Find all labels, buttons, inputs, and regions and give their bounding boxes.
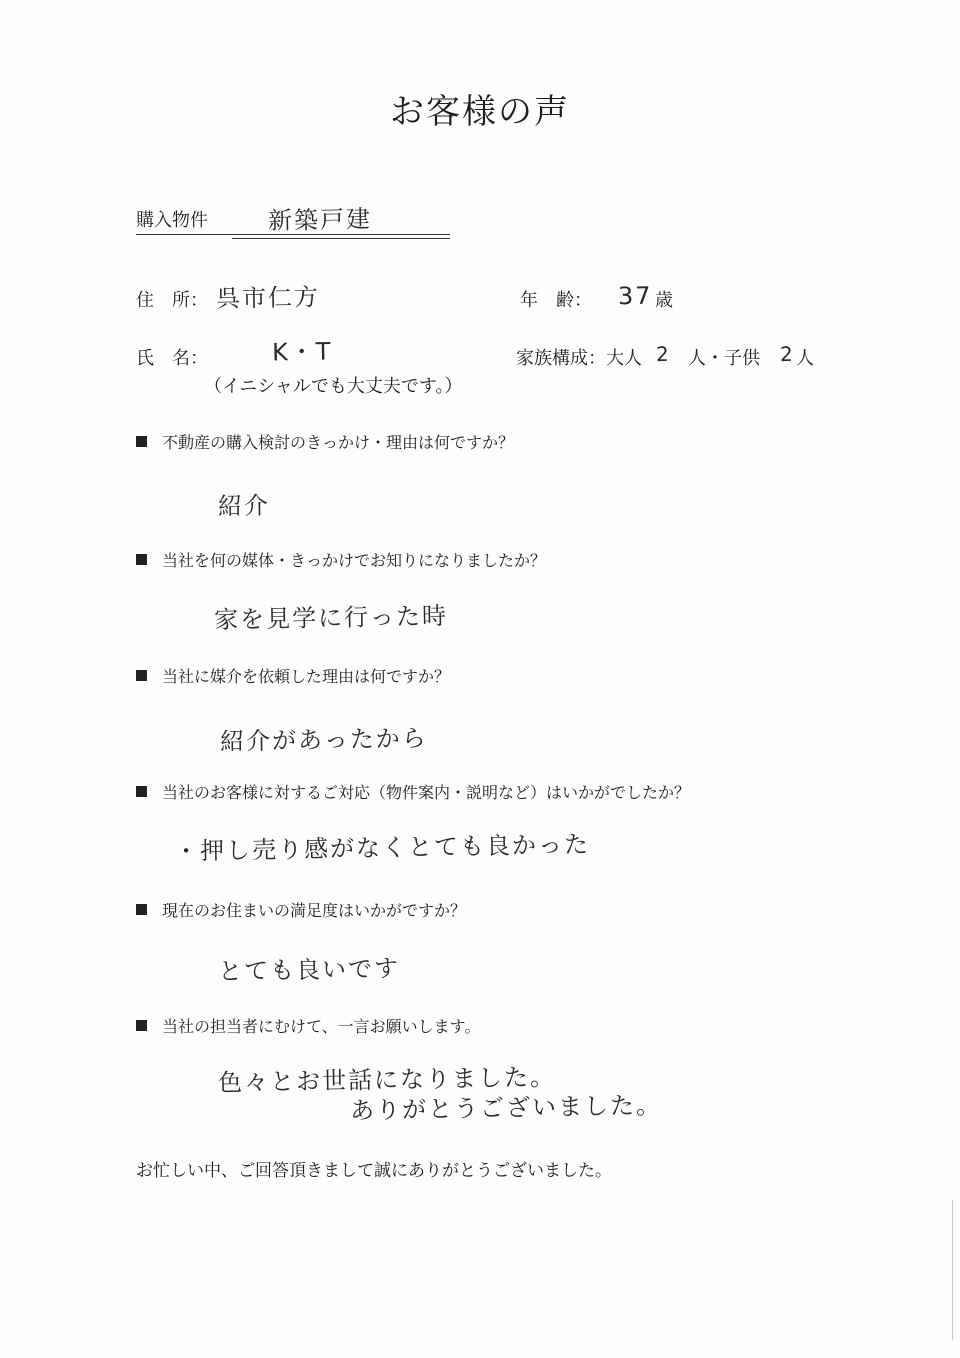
bullet-square-icon — [136, 554, 147, 565]
bullet-square-icon — [136, 1020, 147, 1031]
property-underline-2 — [232, 238, 450, 239]
name-note: （イニシャルでも大丈夫です。） — [204, 376, 463, 397]
question-text: 現在のお住まいの満足度はいかがですか？ — [162, 901, 467, 920]
answer-2: 家を見学に行った時 — [213, 601, 449, 635]
bullet-square-icon — [136, 670, 147, 681]
question-1 — [136, 430, 514, 453]
property-label: 購入物件 — [136, 210, 208, 231]
question-text: 当社のお客様に対するご対応（物件案内・説明など）はいかがでしたか？ — [162, 783, 691, 802]
question-3 — [136, 664, 450, 687]
question-text: 不動産の購入検討のきっかけ・理由は何ですか？ — [162, 433, 515, 452]
age-label: 年 齢： — [520, 290, 592, 311]
address-value: 呉市仁方 — [215, 283, 321, 313]
name-value: K・T — [271, 337, 333, 367]
address-label: 住 所： — [136, 290, 208, 311]
answer-3: 紹介があったから — [219, 724, 429, 756]
question-4 — [136, 780, 690, 803]
property-underline — [136, 234, 450, 235]
answer-1: 紹介 — [217, 491, 271, 521]
question-text: 当社の担当者にむけて、一言お願いします。 — [162, 1017, 481, 1036]
family-adults-unit: 人・子供 — [688, 348, 760, 369]
bullet-square-icon — [136, 786, 147, 797]
family-children-unit: 人 — [796, 348, 814, 369]
age-unit: 歳 — [655, 290, 673, 311]
answer-4: ・押し売り感がなくとても良かった — [173, 830, 591, 866]
family-children-value: 2 — [779, 341, 795, 367]
bullet-square-icon — [136, 436, 147, 447]
name-label: 氏 名： — [136, 348, 208, 369]
answer-6-line-2: ありがとうございました。 — [349, 1091, 663, 1125]
answer-5: とても良いです — [217, 954, 401, 986]
bullet-square-icon — [136, 904, 147, 915]
question-text: 当社に媒介を依頼した理由は何ですか？ — [162, 667, 451, 686]
family-label: 家族構成：大人 — [516, 348, 642, 369]
question-5 — [136, 898, 466, 921]
page-title: お客様の声 — [390, 92, 570, 132]
question-6 — [136, 1014, 480, 1037]
property-value: 新築戸建 — [267, 205, 373, 235]
age-value: 37 — [617, 281, 653, 311]
question-text: 当社を何の媒体・きっかけでお知りになりましたか？ — [162, 551, 547, 570]
scan-edge — [952, 1200, 953, 1340]
closing-message: お忙しい中、ご回答頂きまして誠にありがとうございました。 — [136, 1161, 612, 1181]
answer-6-line-1: 色々とお世話になりました。 — [217, 1063, 557, 1097]
question-2 — [136, 548, 546, 571]
family-adults-value: 2 — [655, 341, 671, 367]
